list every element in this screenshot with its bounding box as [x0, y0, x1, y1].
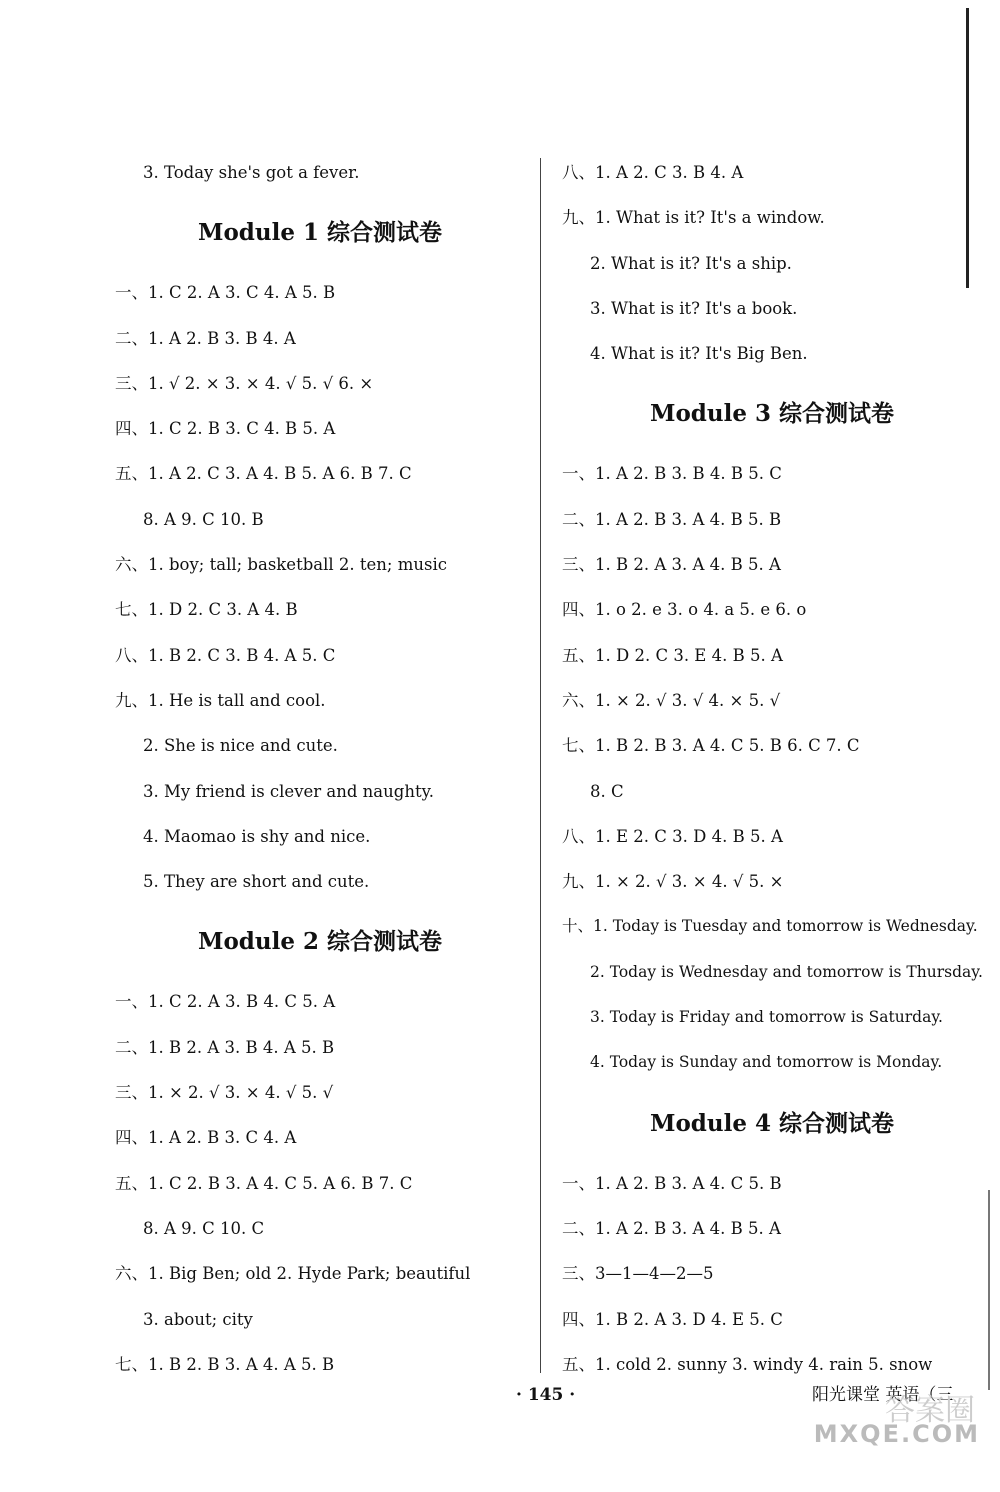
answer-line: 五、1. C 2. B 3. A 4. C 5. A 6. B 7. C [115, 1173, 413, 1193]
answer-line: 八、1. A 2. C 3. B 4. A [562, 163, 744, 182]
answer-line: 六、1. × 2. √ 3. √ 4. × 5. √ [562, 690, 781, 710]
answer-line: 2. She is nice and cute. [143, 736, 338, 756]
answer-line: 七、1. B 2. B 3. A 4. A 5. B [115, 1354, 335, 1374]
answer-line: 四、1. B 2. A 3. D 4. E 5. C [562, 1309, 783, 1329]
answer-line: 八、1. E 2. C 3. D 4. B 5. A [562, 826, 783, 846]
right-column [562, 150, 982, 1387]
answer-line: 3. Today is Friday and tomorrow is Saturday. [590, 1008, 943, 1027]
answer-line: 四、1. A 2. B 3. C 4. A [115, 1128, 297, 1148]
answer-line: 三、1. × 2. √ 3. × 4. √ 5. √ [115, 1083, 334, 1103]
answer-line: 一、1. A 2. B 3. B 4. B 5. C [562, 464, 782, 484]
answer-line: 8. A 9. C 10. C [143, 1218, 265, 1238]
answer-line: 4. Maomao is shy and nice. [143, 826, 371, 846]
answer-line: 九、1. What is it? It's a window. [562, 208, 825, 228]
section-heading-module-1: Module 1 综合测试卷 [198, 219, 442, 247]
answer-line: 七、1. B 2. B 3. A 4. C 5. B 6. C 7. C [562, 736, 860, 756]
page-edge-line-bottom [988, 1190, 990, 1390]
answer-line: 二、1. A 2. B 3. B 4. A [115, 328, 296, 348]
answer-line: 二、1. A 2. B 3. A 4. B 5. A [562, 1218, 781, 1238]
answer-line: 5. They are short and cute. [143, 872, 370, 892]
watermark-logo: 答案圈 [885, 1393, 975, 1428]
answer-line: 3. My friend is clever and naughty. [143, 781, 434, 801]
answer-line: 三、1. √ 2. × 3. × 4. √ 5. √ 6. × [115, 373, 374, 393]
answer-line: 十、1. Today is Tuesday and tomorrow is Wednesday. [562, 917, 978, 936]
left-column [115, 150, 525, 1387]
answer-line: 3. about; city [143, 1309, 253, 1329]
answer-line: 二、1. A 2. B 3. A 4. B 5. B [562, 509, 782, 529]
page-footer [0, 1375, 1000, 1415]
answer-line: 3. Today she's got a fever. [143, 163, 360, 182]
answer-line: 五、1. D 2. C 3. E 4. B 5. A [562, 645, 783, 665]
column-divider [540, 158, 541, 1373]
answer-line: 八、1. B 2. C 3. B 4. A 5. C [115, 645, 336, 665]
answer-line: 一、1. A 2. B 3. A 4. C 5. B [562, 1173, 782, 1193]
watermark-site: MXQE.COM [813, 1420, 980, 1448]
answer-line: 三、1. B 2. A 3. A 4. B 5. A [562, 555, 781, 575]
answer-line: 8. A 9. C 10. B [143, 509, 264, 529]
answer-line: 四、1. o 2. e 3. o 4. a 5. e 6. o [562, 600, 807, 620]
answer-line: 六、1. Big Ben; old 2. Hyde Park; beautiful [115, 1264, 471, 1284]
answer-line: 七、1. D 2. C 3. A 4. B [115, 600, 298, 620]
section-heading-module-4: Module 4 综合测试卷 [650, 1109, 894, 1137]
answer-line: 2. Today is Wednesday and tomorrow is Thursday. [590, 962, 983, 981]
answer-line: 二、1. B 2. A 3. B 4. A 5. B [115, 1037, 335, 1057]
answer-line: 一、1. C 2. A 3. B 4. C 5. A [115, 992, 336, 1012]
answer-line: 六、1. boy; tall; basketball 2. ten; music [115, 555, 447, 575]
answer-line: 4. Today is Sunday and tomorrow is Monday. [590, 1053, 943, 1072]
answer-line: 九、1. He is tall and cool. [115, 690, 326, 710]
section-heading-module-2: Module 2 综合测试卷 [198, 928, 442, 956]
answer-line: 五、1. cold 2. sunny 3. windy 4. rain 5. snow [562, 1354, 933, 1374]
answer-line: 4. What is it? It's Big Ben. [590, 344, 808, 364]
answer-line: 五、1. A 2. C 3. A 4. B 5. A 6. B 7. C [115, 464, 412, 484]
answer-line: 九、1. × 2. √ 3. × 4. √ 5. × [562, 872, 784, 892]
section-heading-module-3: Module 3 综合测试卷 [650, 400, 894, 428]
answer-line: 四、1. C 2. B 3. C 4. B 5. A [115, 419, 336, 439]
answer-line: 2. What is it? It's a ship. [590, 253, 792, 273]
answer-line: 8. C [590, 781, 624, 801]
answer-line: 3. What is it? It's a book. [590, 298, 798, 318]
answer-line: 三、3—1—4—2—5 [562, 1264, 714, 1284]
answer-line: 一、1. C 2. A 3. C 4. A 5. B [115, 283, 336, 303]
page-number: · 145 · [516, 1385, 576, 1405]
book-title: 阳光课堂 英语（三 [812, 1385, 954, 1405]
